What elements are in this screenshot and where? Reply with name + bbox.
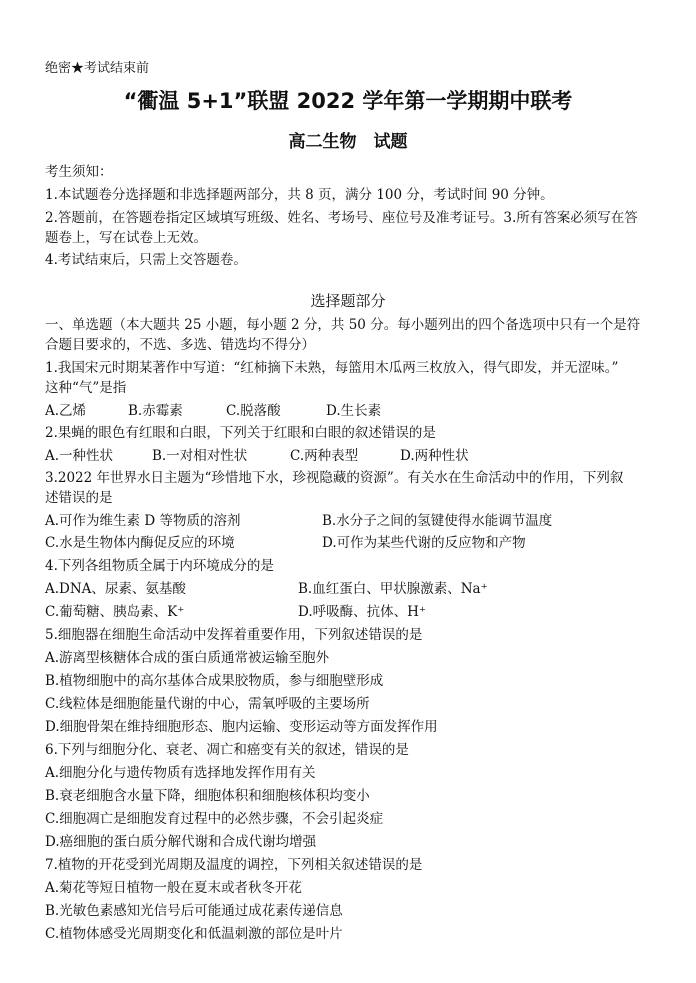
q7-option-a: A.菊花等短日植物一般在夏末或者秋冬开花 [45,880,303,896]
q5-option-a: A.游离型核糖体合成的蛋白质通常被运输至胞外 [45,650,330,666]
q1-stem-line-2: 这种“气”是指 [45,380,127,396]
q3-option-d: D.可作为某些代谢的反应物和产物 [322,535,526,551]
q6-option-c: C.细胞凋亡是细胞发育过程中的必然步骤，不会引起炎症 [45,811,384,827]
q6-option-d: D.癌细胞的蛋白质分解代谢和合成代谢均增强 [45,834,317,850]
q5-option-b: B.植物细胞中的高尔基体合成果胶物质，参与细胞壁形成 [45,673,384,689]
q5-option-c: C.线粒体是细胞能量代谢的中心，需氧呼吸的主要场所 [45,696,370,712]
q5-stem: 5.细胞器在细胞生命活动中发挥着重要作用，下列叙述错误的是 [45,627,423,643]
q2-option-d: D.两种性状 [400,448,469,464]
q4-option-c: C.葡萄糖、胰岛素、K⁺ [45,604,185,620]
q1-option-c: C.脱落酸 [226,403,281,419]
notice-heading: 考生须知： [45,164,113,180]
q7-option-b: B.光敏色素感知光信号后可能通过成花素传递信息 [45,903,343,919]
q3-option-b: B.水分子之间的氢键使得水能调节温度 [322,513,553,529]
q3-option-c: C.水是生物体内酶促反应的环境 [45,535,235,551]
notice-item-4: 4.考试结束后，只需上交答题卷。 [45,252,247,268]
q6-option-a: A.细胞分化与遗传物质有选择地发挥作用有关 [45,765,316,781]
confidential-mark: 绝密★考试结束前 [45,61,150,76]
q3-stem-line-2: 述错误的是 [45,490,113,506]
notice-item-1: 1.本试题卷分选择题和非选择题两部分，共 8 页，满分 100 分，考试时间 90 分钟。 [45,187,554,203]
q1-option-d: D.生长素 [326,403,382,419]
section-title: 选择题部分 [310,292,386,310]
exam-title: “衢温 5+1”联盟 2022 学年第一学期期中联考 [123,89,573,113]
q4-option-b: B.血红蛋白、甲状腺激素、Na⁺ [298,581,488,597]
q7-stem: 7.植物的开花受到光周期及温度的调控，下列相关叙述错误的是 [45,857,423,873]
q3-stem-line-1: 3.2022 年世界水日主题为“珍惜地下水，珍视隐藏的资源”。有关水在生命活动中的作用，下列叙 [45,470,624,486]
q4-stem: 4.下列各组物质全属于内环境成分的是 [45,558,274,574]
instructions-line-1: 一、单选题（本大题共 25 小题，每小题 2 分，共 50 分。每小题列出的四个备选项中只有一个是符 [45,317,641,333]
q4-option-a: A.DNA、尿素、氨基酸 [45,581,186,597]
q4-option-d: D.呼吸酶、抗体、H⁺ [298,604,427,620]
q3-option-a: A.可作为维生素 D 等物质的溶剂 [45,513,241,529]
q1-stem-line-1: 1.我国宋元时期某著作中写道：“红柿摘下未熟，每篮用木瓜两三枚放入，得气即发，并无涩味。” [45,360,619,376]
q6-option-b: B.衰老细胞含水量下降，细胞体积和细胞核体积均变小 [45,788,370,804]
exam-subtitle: 高二生物 试题 [288,132,408,152]
q2-option-b: B.一对相对性状 [152,448,248,464]
instructions-line-2: 合题目要求的，不选、多选、错选均不得分） [45,337,315,353]
q5-option-d: D.细胞骨架在维持细胞形态、胞内运输、变形运动等方面发挥作用 [45,719,438,735]
q7-option-c: C.植物体感受光周期变化和低温刺激的部位是叶片 [45,926,343,942]
q1-option-b: B.赤霉素 [128,403,183,419]
q2-stem: 2.果蝇的眼色有红眼和白眼，下列关于红眼和白眼的叙述错误的是 [45,425,436,441]
notice-item-2-line-1: 2.答题前，在答题卷指定区域填写班级、姓名、考场号、座位号及准考证号。3.所有答案必须写在答 [45,210,638,226]
q2-option-a: A.一种性状 [45,448,114,464]
q6-stem: 6.下列与细胞分化、衰老、凋亡和癌变有关的叙述，错误的是 [45,742,409,758]
q1-option-a: A.乙烯 [45,403,87,419]
q2-option-c: C.两种表型 [290,448,359,464]
notice-item-2-line-2: 题卷上，写在试卷上无效。 [45,230,207,246]
